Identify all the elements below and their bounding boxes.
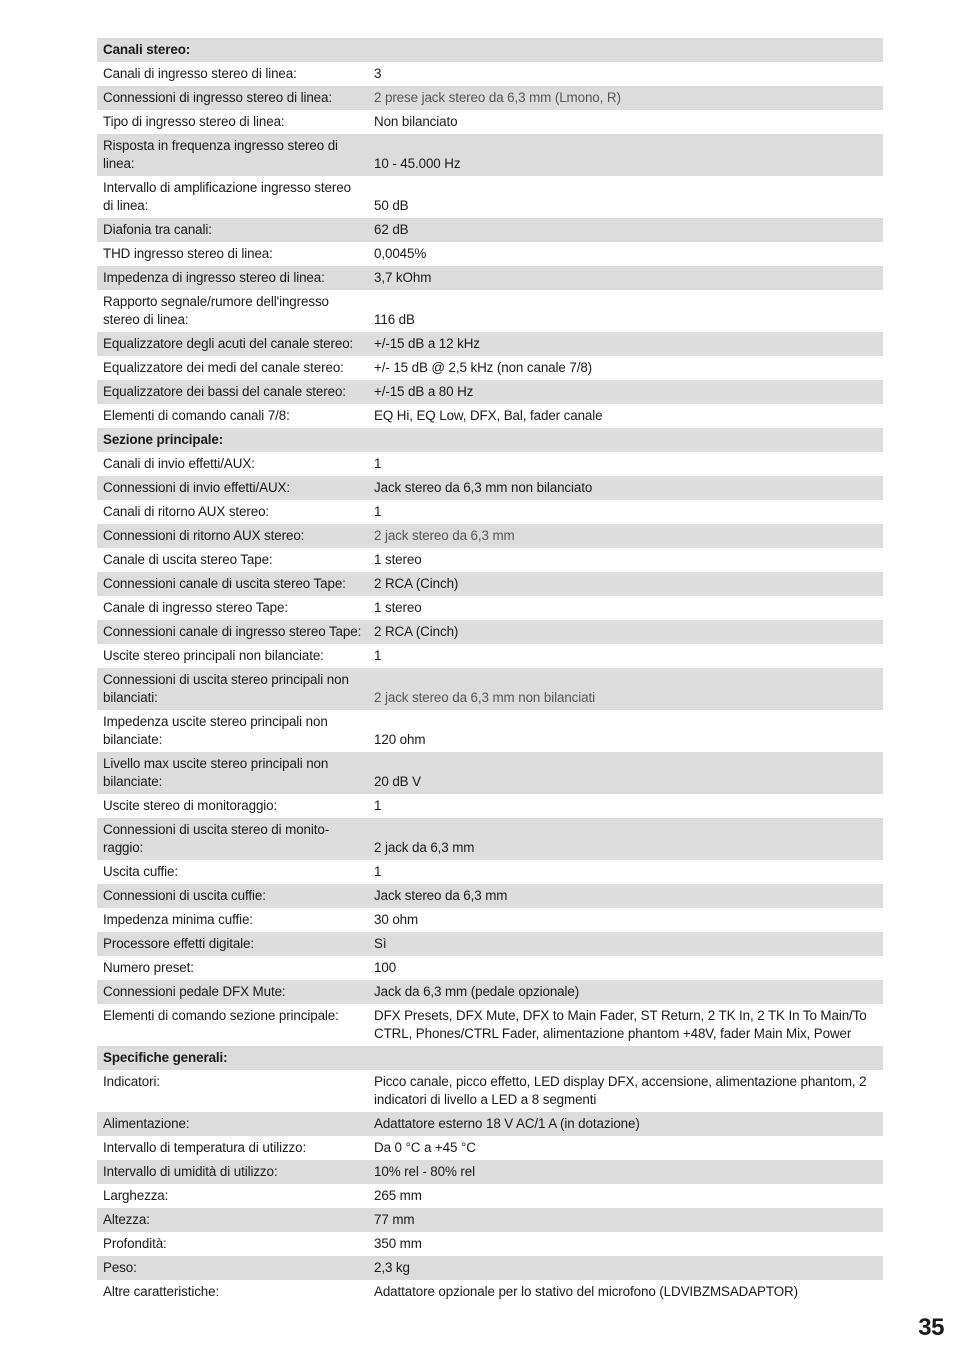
spec-row (97, 1232, 883, 1256)
spec-row (97, 1280, 883, 1304)
spec-value: EQ Hi, EQ Low, DFX, Bal, fader canale (374, 408, 603, 423)
spec-label: Processore effetti digitale: (97, 932, 368, 956)
spec-row (97, 620, 883, 644)
spec-label: Canale di uscita stereo Tape: (103, 552, 273, 567)
section-spacer (368, 1046, 883, 1070)
spec-value: 77 mm (368, 1208, 883, 1232)
spec-label: Canali di invio effetti/AUX: (103, 456, 255, 471)
spec-row (97, 62, 883, 86)
spec-value: 30 ohm (374, 912, 419, 927)
spec-label: Risposta in frequenza ingresso stereo di linea: (97, 134, 368, 176)
spec-label: Canale di ingresso stereo Tape: (103, 600, 288, 615)
spec-value: 62 dB (368, 218, 883, 242)
spec-value: Non bilanciato (374, 114, 458, 129)
spec-row (97, 266, 883, 290)
spec-value: 1 (374, 864, 382, 879)
spec-row (97, 1070, 883, 1112)
spec-value: 3 (374, 66, 382, 81)
spec-value: 10% rel - 80% rel (368, 1160, 883, 1184)
spec-row (97, 668, 883, 710)
spec-row (97, 908, 883, 932)
spec-row (97, 956, 883, 980)
spec-label: Numero preset: (103, 960, 194, 975)
spec-row (97, 752, 883, 794)
spec-row (97, 134, 883, 176)
spec-value: 265 mm (374, 1188, 422, 1203)
spec-row (97, 596, 883, 620)
spec-value: 1 (374, 798, 382, 813)
spec-value: 20 dB V (368, 752, 883, 794)
spec-value: 2 jack da 6,3 mm (368, 818, 883, 860)
spec-row (97, 86, 883, 110)
spec-value: 1 stereo (374, 600, 422, 615)
spec-label: Indicatori: (103, 1074, 160, 1089)
spec-row (97, 1136, 883, 1160)
spec-row (97, 572, 883, 596)
spec-row (97, 884, 883, 908)
spec-row (97, 1160, 883, 1184)
spec-row (97, 794, 883, 818)
spec-label: Impedenza minima cuffie: (103, 912, 253, 927)
spec-label: Profondità: (103, 1236, 167, 1251)
spec-row (97, 290, 883, 332)
spec-label: Equalizzatore dei bassi del canale stereo: (97, 380, 368, 404)
spec-value: Adattatore esterno 18 V AC/1 A (in dotazione) (368, 1112, 883, 1136)
spec-label: Canali di ingresso stereo di linea: (103, 66, 297, 81)
spec-label: Intervallo di temperatura di utilizzo: (103, 1140, 307, 1155)
spec-value: 116 dB (374, 312, 415, 327)
spec-row (97, 932, 883, 956)
spec-row (97, 380, 883, 404)
spec-label: Elementi di comando canali 7/8: (103, 408, 290, 423)
spec-row (97, 176, 883, 218)
section-header-row (97, 1046, 883, 1070)
spec-value: Sì (368, 932, 883, 956)
spec-label: Connessioni di uscita stereo di monito-raggio: (97, 818, 368, 860)
spec-label: Connessioni di ingresso stereo di linea: (97, 86, 368, 110)
spec-label: Connessioni canale di uscita stereo Tape: (97, 572, 368, 596)
spec-value: 2 prese jack stereo da 6,3 mm (Lmono, R) (368, 86, 883, 110)
spec-value: 1 (374, 504, 382, 519)
spec-value: +/-15 dB a 80 Hz (368, 380, 883, 404)
spec-row (97, 644, 883, 668)
spec-value: 10 - 45.000 Hz (368, 134, 883, 176)
spec-label: Connessioni di uscita stereo principali non bilanciati: (97, 668, 368, 710)
spec-row (97, 404, 883, 428)
spec-value: 120 ohm (374, 732, 426, 747)
section-spacer (368, 428, 883, 452)
spec-row (97, 1112, 883, 1136)
spec-value: Jack stereo da 6,3 mm non bilanciato (368, 476, 883, 500)
spec-row (97, 818, 883, 860)
spec-label: Canali di ritorno AUX stereo: (103, 504, 270, 519)
spec-value: Jack stereo da 6,3 mm (368, 884, 883, 908)
spec-row (97, 1256, 883, 1280)
spec-label: Livello max uscite stereo principali non bilanciate: (97, 752, 368, 794)
spec-label: Altezza: (97, 1208, 368, 1232)
spec-label: Connessioni di invio effetti/AUX: (97, 476, 368, 500)
spec-value: 0,0045% (374, 246, 427, 261)
spec-value: 50 dB (374, 198, 409, 213)
spec-row (97, 110, 883, 134)
spec-label: Alimentazione: (97, 1112, 368, 1136)
spec-value: 1 stereo (374, 552, 422, 567)
spec-value: 2 jack stereo da 6,3 mm (368, 524, 883, 548)
spec-row (97, 1208, 883, 1232)
spec-value: 1 (374, 648, 382, 663)
spec-value: 100 (374, 960, 397, 975)
spec-label: Connessioni di ritorno AUX stereo: (97, 524, 368, 548)
section-title: Specifiche generali: (97, 1046, 368, 1070)
spec-row (97, 356, 883, 380)
spec-label: Uscite stereo di monitoraggio: (103, 798, 278, 813)
spec-row (97, 332, 883, 356)
spec-value: +/-15 dB a 12 kHz (368, 332, 883, 356)
spec-value: 1 (374, 456, 382, 471)
spec-label: Uscite stereo principali non bilanciate: (103, 648, 324, 663)
spec-row (97, 980, 883, 1004)
spec-label: Diafonia tra canali: (97, 218, 368, 242)
spec-value: +/- 15 dB @ 2,5 kHz (non canale 7/8) (374, 360, 593, 375)
spec-label: THD ingresso stereo di linea: (103, 246, 273, 261)
spec-row (97, 452, 883, 476)
spec-label: Peso: (97, 1256, 368, 1280)
spec-value: DFX Presets, DFX Mute, DFX to Main Fader, ST Return, 2 TK In, 2 TK In To Main/To CTRL, Phones/CTRL Fader, alimentazione phantom +48V, fader Main Mix, Power (374, 1008, 867, 1041)
spec-value: 2 jack stereo da 6,3 mm non bilanciati (368, 668, 883, 710)
spec-row (97, 476, 883, 500)
spec-row (97, 1184, 883, 1208)
page-number: 35 (918, 1314, 944, 1341)
section-spacer (368, 38, 883, 62)
section-title: Sezione principale: (97, 428, 368, 452)
spec-label: Connessioni canale di ingresso stereo Tape: (97, 620, 368, 644)
spec-label: Intervallo di umidità di utilizzo: (97, 1160, 368, 1184)
spec-label: Uscita cuffie: (103, 864, 179, 879)
spec-label: Connessioni pedale DFX Mute: (97, 980, 368, 1004)
spec-label: Altre caratteristiche: (103, 1284, 220, 1299)
spec-label: Rapporto segnale/rumore dell'ingresso stereo di linea: (103, 294, 329, 327)
spec-label: Elementi di comando sezione principale: (103, 1008, 339, 1023)
spec-table-body (97, 38, 883, 1304)
spec-row (97, 524, 883, 548)
spec-value: Jack da 6,3 mm (pedale opzionale) (368, 980, 883, 1004)
spec-value: Picco canale, picco effetto, LED display DFX, accensione, alimentazione phantom, 2 indicatori di livello a LED a 8 segmenti (374, 1074, 867, 1107)
section-title: Canali stereo: (97, 38, 368, 62)
spec-label: Impedenza di ingresso stereo di linea: (97, 266, 368, 290)
spec-row (97, 1004, 883, 1046)
section-header-row (97, 428, 883, 452)
spec-table (97, 38, 883, 1304)
spec-value: Da 0 °C a +45 °C (374, 1140, 476, 1155)
spec-label: Equalizzatore dei medi del canale stereo: (103, 360, 344, 375)
spec-value: 2 RCA (Cinch) (368, 620, 883, 644)
spec-label: Impedenza uscite stereo principali non bilanciate: (103, 714, 328, 747)
spec-label: Tipo di ingresso stereo di linea: (103, 114, 285, 129)
spec-value: 2 RCA (Cinch) (368, 572, 883, 596)
section-header-row (97, 38, 883, 62)
spec-row (97, 500, 883, 524)
spec-value: 3,7 kOhm (368, 266, 883, 290)
spec-value: 350 mm (374, 1236, 422, 1251)
spec-value: 2,3 kg (368, 1256, 883, 1280)
spec-label: Connessioni di uscita cuffie: (97, 884, 368, 908)
spec-label: Intervallo di amplificazione ingresso stereo di linea: (103, 180, 351, 213)
spec-label: Equalizzatore degli acuti del canale stereo: (97, 332, 368, 356)
spec-row (97, 242, 883, 266)
spec-row (97, 860, 883, 884)
spec-value: Adattatore opzionale per lo stativo del microfono (LDVIBZMSADAPTOR) (374, 1284, 798, 1299)
spec-row (97, 710, 883, 752)
spec-row (97, 548, 883, 572)
spec-row (97, 218, 883, 242)
spec-label: Larghezza: (103, 1188, 169, 1203)
